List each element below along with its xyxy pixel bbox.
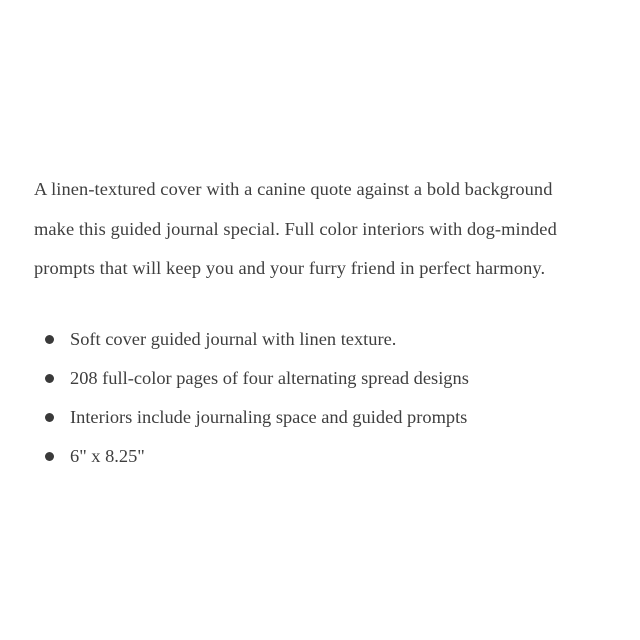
feature-item (0, 437, 640, 476)
feature-text: 208 full-color pages of four alternating spread designs (70, 368, 469, 388)
description-line: prompts that will keep you and your furry friend in perfect harmony. (34, 258, 546, 278)
feature-item (0, 398, 640, 437)
description-line: A linen-textured cover with a canine quote against a bold background (34, 179, 553, 199)
feature-item (0, 320, 640, 359)
bullet-icon (45, 413, 54, 422)
bullet-icon (45, 452, 54, 461)
bullet-icon (45, 374, 54, 383)
bullet-icon (45, 335, 54, 344)
feature-item (0, 359, 640, 398)
feature-text: 6" x 8.25" (70, 446, 145, 466)
feature-text: Soft cover guided journal with linen texture. (70, 329, 397, 349)
product-description (34, 170, 624, 289)
description-line: make this guided journal special. Full color interiors with dog-minded (34, 218, 557, 239)
feature-text: Interiors include journaling space and guided prompts (70, 407, 468, 427)
feature-list (0, 320, 640, 476)
